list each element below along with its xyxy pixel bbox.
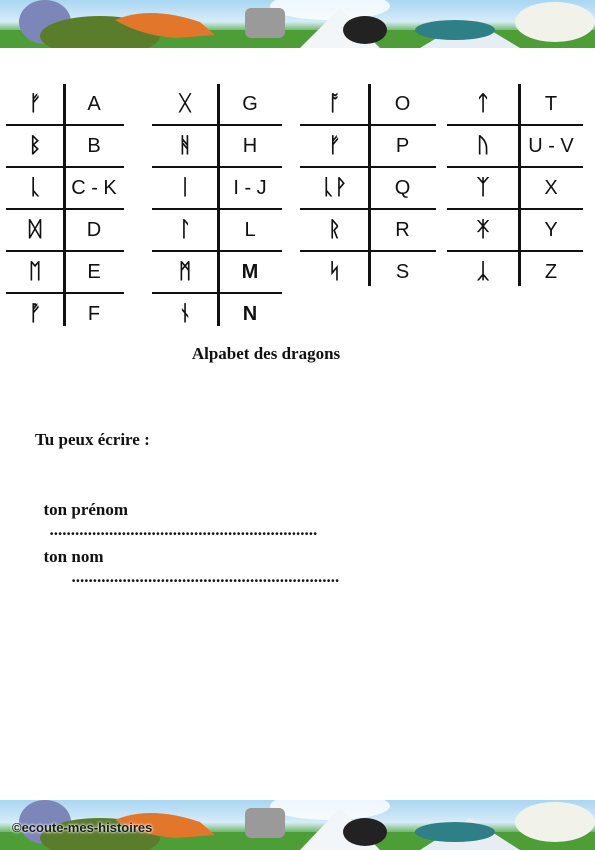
rune-glyph: ᚾ	[178, 302, 192, 325]
rune-letter: O	[394, 92, 411, 115]
rune-column-3	[300, 84, 436, 292]
rune-glyph: ᛣ	[476, 260, 490, 283]
rune-glyph: ᚡ	[28, 302, 42, 325]
polar-bear-icon	[515, 802, 595, 842]
first-name-dots: ...............................................................	[49, 520, 318, 539]
column-divider	[368, 84, 371, 286]
rune-glyph: ᚠ	[28, 92, 42, 115]
rune-letter: R	[395, 218, 410, 241]
rune-letter: E	[87, 260, 101, 283]
polar-bear-icon	[515, 2, 595, 42]
rune-row	[447, 210, 583, 252]
rune-row	[447, 252, 583, 292]
rune-letter: Z	[544, 260, 558, 283]
bird-icon	[343, 16, 387, 44]
rune-glyph: ᛖ	[28, 260, 42, 283]
rune-row	[447, 168, 583, 210]
rune-glyph: ᛗ	[178, 260, 192, 283]
rune-glyph: ᛚ	[178, 218, 192, 241]
rune-glyph: ᛁ	[178, 176, 192, 199]
rune-glyph: ᛏ	[476, 92, 490, 115]
lake-icon	[415, 20, 495, 40]
alphabet-caption: Alpabet des dragons	[191, 344, 341, 363]
goat-icon	[245, 808, 285, 838]
last-name-label: ton nom	[43, 547, 104, 566]
rune-letter: Q	[394, 176, 411, 199]
bird-icon	[343, 818, 387, 846]
banner-illustration	[0, 0, 595, 48]
rune-letter: I - J	[233, 176, 267, 199]
column-divider	[518, 84, 521, 286]
rune-letter: D	[86, 218, 102, 241]
rune-letter: S	[395, 260, 410, 283]
rune-letter: Y	[544, 218, 558, 241]
rune-letter: M	[241, 260, 259, 283]
rune-glyph: ᚱ	[328, 218, 341, 241]
rune-letter: L	[244, 218, 256, 241]
goat-icon	[245, 8, 285, 38]
rune-glyph: ᚻ	[178, 134, 192, 157]
last-name-line	[35, 527, 339, 587]
rune-letter: X	[544, 176, 558, 199]
rune-glyph: ᛒ	[28, 134, 42, 157]
rune-column-2	[152, 84, 282, 334]
rune-glyph: ᚩ	[328, 92, 341, 115]
rune-glyph: ᚢ	[476, 134, 490, 157]
rune-row	[447, 84, 583, 126]
lake-icon	[415, 822, 495, 842]
top-banner	[0, 0, 595, 48]
form-intro: Tu peux écrire :	[35, 430, 150, 449]
rune-letter: U - V	[528, 134, 574, 157]
rune-letter: B	[87, 134, 101, 157]
rune-column-1	[6, 84, 124, 334]
rune-glyph: ᚳᚹ	[321, 176, 348, 199]
rune-letter: A	[87, 92, 101, 115]
rune-glyph: ᚳ	[28, 176, 42, 199]
rune-letter: N	[242, 302, 258, 325]
rune-glyph: ᛉ	[476, 176, 490, 199]
column-divider	[63, 84, 66, 326]
rune-letter: P	[395, 134, 410, 157]
rune-letter: G	[242, 92, 258, 115]
last-name-dots: ...............................................................	[71, 567, 340, 586]
rune-glyph: ᛡ	[476, 218, 490, 241]
rune-glyph: ᛋ	[328, 260, 341, 283]
rune-letter: F	[87, 302, 101, 325]
rune-glyph: ᚠ	[328, 134, 341, 157]
first-name-label: ton prénom	[43, 500, 129, 519]
rune-row	[447, 126, 583, 168]
rune-glyph: ᛞ	[28, 218, 42, 241]
column-divider	[217, 84, 220, 326]
rune-letter: H	[242, 134, 258, 157]
rune-glyph: ᚷ	[178, 92, 192, 115]
rune-letter: C - K	[71, 176, 117, 199]
rune-letter: T	[544, 92, 558, 115]
bottom-banner	[0, 800, 595, 850]
copyright-notice: ©ecoute-mes-histoires	[12, 820, 153, 835]
rune-column-4	[447, 84, 583, 292]
